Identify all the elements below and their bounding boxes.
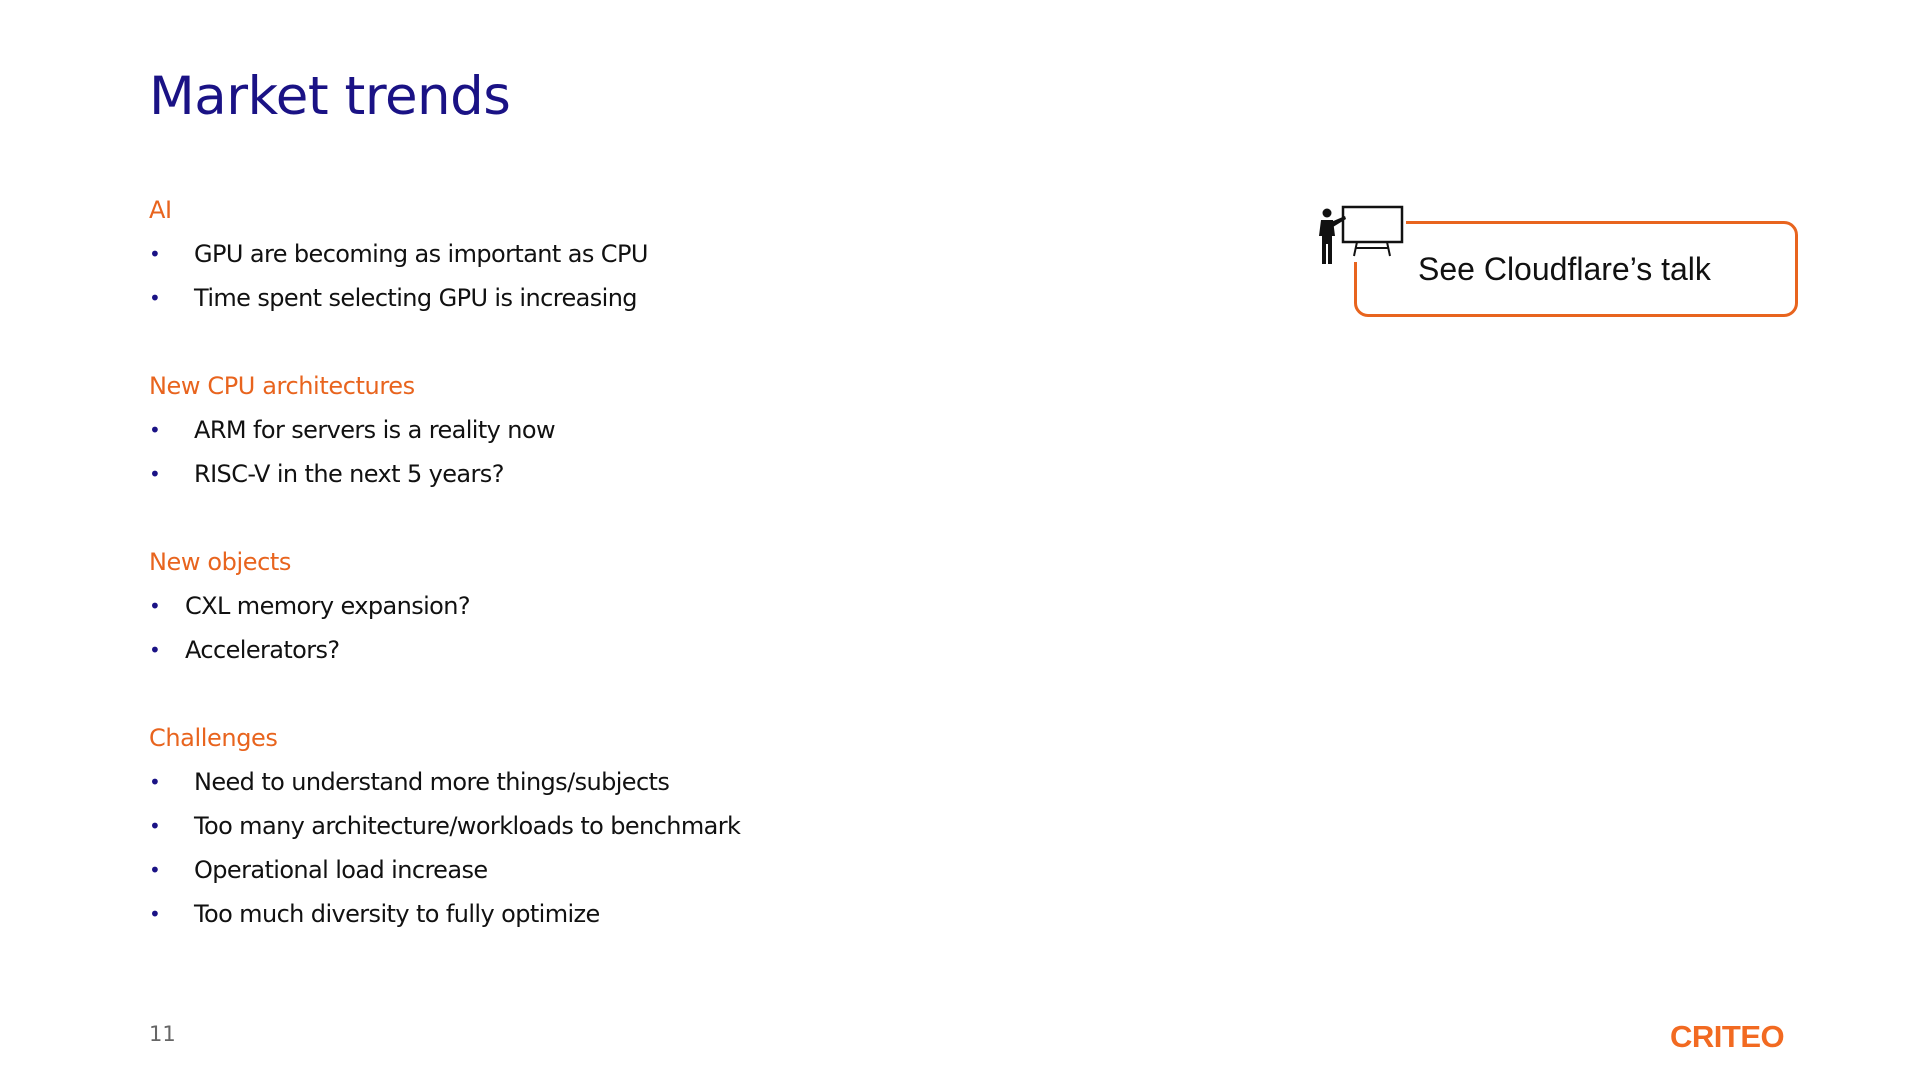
section-challenges <box>149 716 741 936</box>
section-heading: New objects <box>149 548 292 576</box>
slide-title: Market trends <box>149 66 511 127</box>
bullet-list <box>149 232 648 320</box>
bullet-list <box>149 584 471 672</box>
bullet-icon: • <box>149 814 161 838</box>
bullet-icon: • <box>149 638 161 662</box>
bullet-icon: • <box>149 242 161 266</box>
section-heading: Challenges <box>149 724 278 752</box>
list-item <box>149 892 600 936</box>
page-number: 11 <box>149 1022 176 1046</box>
bullet-list <box>149 408 556 496</box>
list-item <box>149 848 488 892</box>
bullet-icon: • <box>149 418 161 442</box>
list-item <box>149 760 670 804</box>
section-new-objects <box>149 540 471 672</box>
list-item-text: Need to understand more things/subjects <box>194 768 670 796</box>
list-item-text: ARM for servers is a reality now <box>194 416 556 444</box>
bullet-icon: • <box>149 902 161 926</box>
bullet-list <box>149 760 741 936</box>
list-item-text: Time spent selecting GPU is increasing <box>194 284 637 312</box>
list-item <box>149 628 340 672</box>
list-item-text: Operational load increase <box>194 856 488 884</box>
section-heading: AI <box>149 196 172 224</box>
section-heading: New CPU architectures <box>149 372 415 400</box>
bullet-icon: • <box>149 286 161 310</box>
bullet-icon: • <box>149 858 161 882</box>
list-item <box>149 584 471 628</box>
list-item-text: Too much diversity to fully optimize <box>194 900 600 928</box>
list-item <box>149 276 637 320</box>
list-item-text: Accelerators? <box>185 636 340 664</box>
criteo-logo: CRITEO <box>1670 1019 1785 1054</box>
section-ai <box>149 188 648 320</box>
bullet-icon: • <box>149 462 161 486</box>
list-item-text: GPU are becoming as important as CPU <box>194 240 648 268</box>
list-item-text: RISC-V in the next 5 years? <box>194 460 504 488</box>
list-item <box>149 804 741 848</box>
bullet-icon: • <box>149 770 161 794</box>
bullet-icon: • <box>149 594 161 618</box>
list-item-text: Too many architecture/workloads to benchmark <box>194 812 741 840</box>
list-item <box>149 452 504 496</box>
list-item <box>149 408 556 452</box>
section-new-cpu-architectures <box>149 364 556 496</box>
callout-text: See Cloudflare’s talk <box>1418 251 1711 287</box>
presenter-whiteboard-icon <box>1317 204 1407 266</box>
list-item <box>149 232 648 276</box>
list-item-text: CXL memory expansion? <box>185 592 471 620</box>
